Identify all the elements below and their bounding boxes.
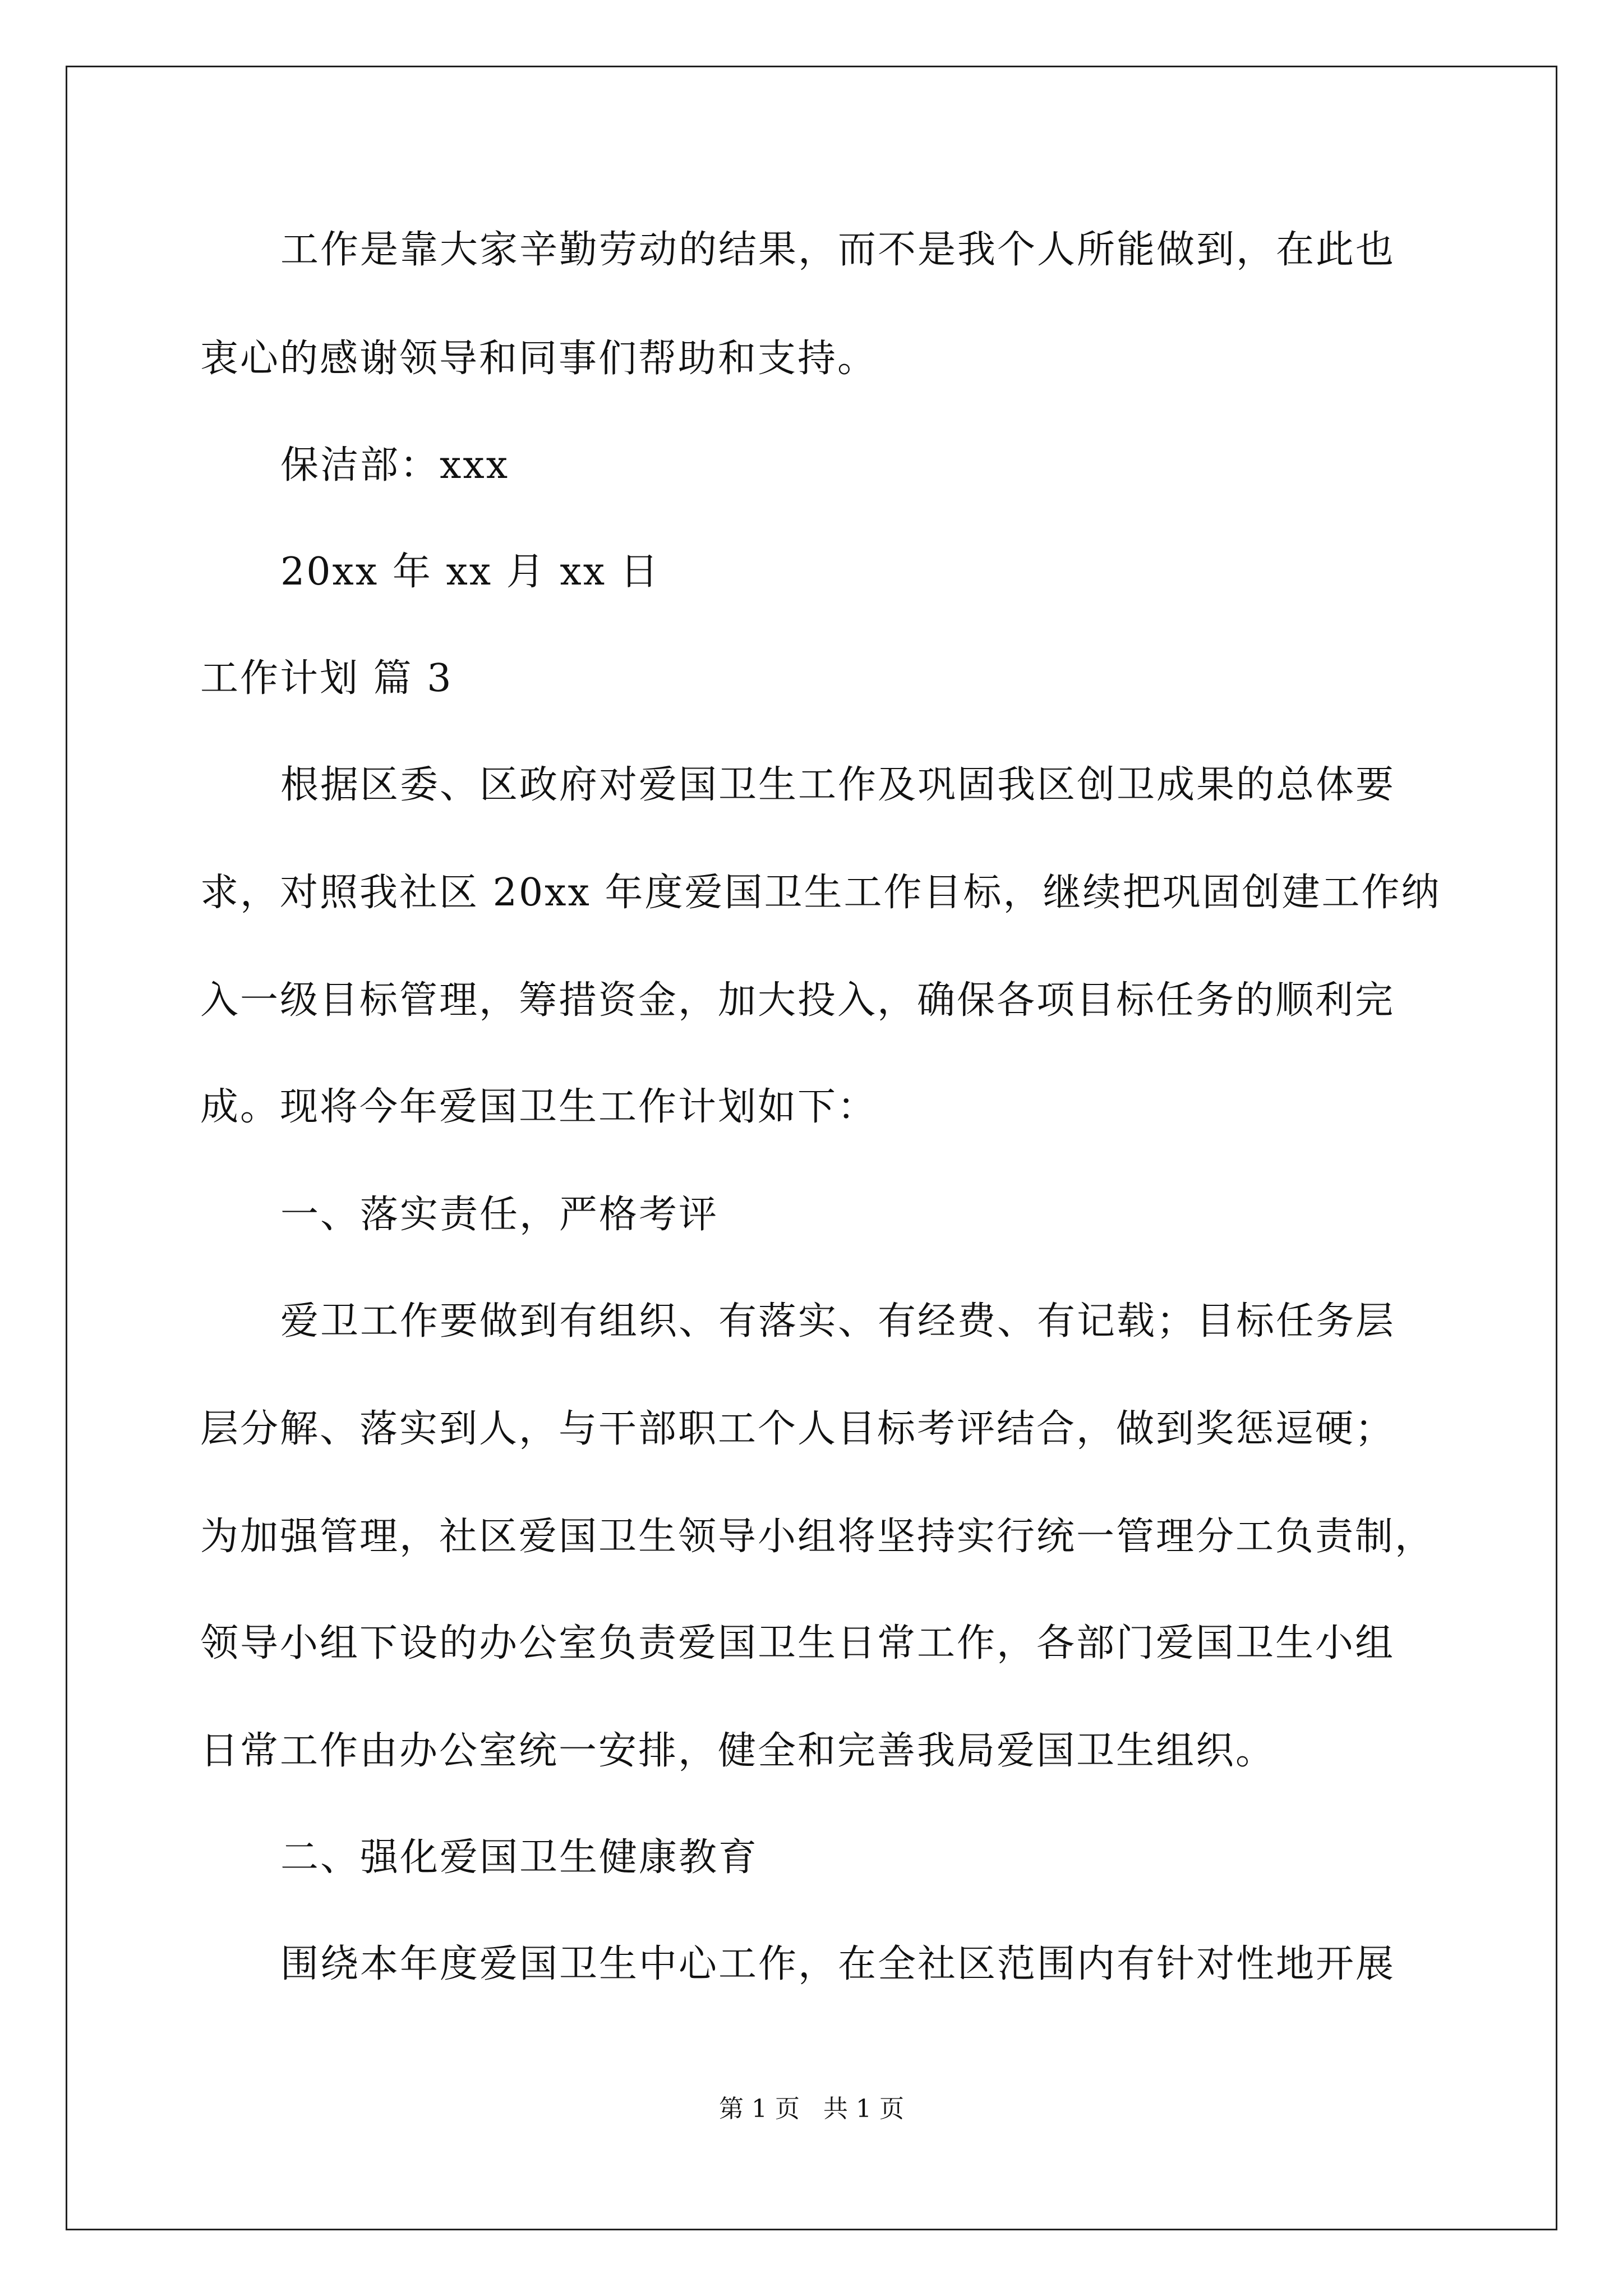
- paragraph-line: 爱卫工作要做到有组织、有落实、有经费、有记载；目标任务层: [280, 1299, 1396, 1343]
- paragraph-line: 围绕本年度爱国卫生中心工作，在全社区范围内有针对性地开展: [280, 1942, 1396, 1986]
- signature-department: 保洁部：xxx: [280, 443, 510, 487]
- paragraph-line: 成。现将今年爱国卫生工作计划如下：: [200, 1085, 878, 1129]
- page-border: [66, 66, 1557, 2230]
- paragraph-line: 日常工作由办公室统一安排，健全和完善我局爱国卫生组织。: [200, 1729, 1276, 1773]
- signature-date: 20xx 年 xx 月 xx 日: [280, 550, 660, 594]
- subheading: 一、落实责任，严格考评: [280, 1193, 719, 1237]
- paragraph-line: 领导小组下设的办公室负责爱国卫生日常工作，各部门爱国卫生小组: [200, 1621, 1395, 1665]
- page-footer: 第 1 页 共 1 页: [719, 2095, 904, 2123]
- paragraph-line: 求，对照我社区 20xx 年度爱国卫生工作目标，继续把巩固创建工作纳: [200, 871, 1441, 915]
- paragraph-line: 衷心的感谢领导和同事们帮助和支持。: [200, 337, 878, 381]
- paragraph-line: 为加强管理，社区爱国卫生领导小组将坚持实行统一管理分工负责制，: [200, 1515, 1435, 1559]
- paragraph-line: 入一级目标管理，筹措资金，加大投入，确保各项目标任务的顺利完: [200, 978, 1395, 1023]
- paragraph-line: 工作是靠大家辛勤劳动的结果，而不是我个人所能做到，在此也: [280, 228, 1396, 272]
- paragraph-line: 层分解、落实到人，与干部职工个人目标考评结合，做到奖惩逗硬；: [200, 1407, 1395, 1451]
- subheading: 二、强化爱国卫生健康教育: [280, 1835, 759, 1880]
- paragraph-line: 根据区委、区政府对爱国卫生工作及巩固我区创卫成果的总体要: [280, 763, 1396, 807]
- section-title: 工作计划 篇 3: [200, 656, 453, 701]
